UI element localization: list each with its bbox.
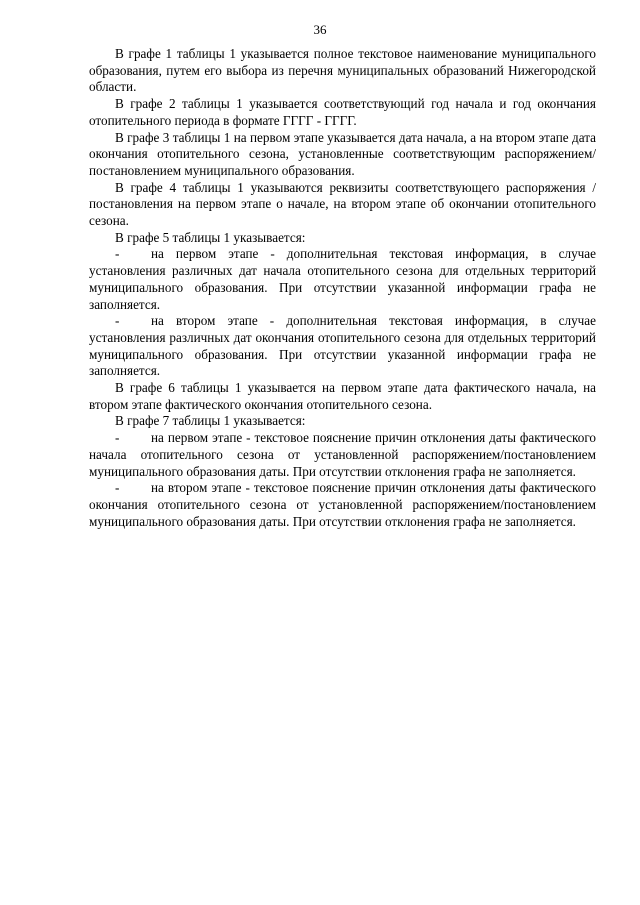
paragraph-column-3: В графе 3 таблицы 1 на первом этапе указывается дата начала, а на втором этапе дата окончания отопительного сезона, установленные соответствующим распоряжением/постановлением муниципального образования. (89, 129, 596, 178)
list-dash: - (115, 313, 120, 329)
list-item-text: на первом этапе - текстовое пояснение причин отклонения даты фактического начала отопительного сезона от установленной распоряжением/постановлением муниципального образования даты. При отсутствии отклонения графа не заполняется. (89, 430, 596, 479)
list-dash: - (115, 246, 120, 262)
paragraph-column-4: В графе 4 таблицы 1 указываются реквизиты соответствующего распоряжения / постановления на первом этапе о начале, на втором этапе об окончании отопительного сезона. (89, 179, 596, 229)
list-item-column-7-stage-2 (89, 480, 596, 530)
list-item-text: на первом этапе - дополнительная текстовая информация, в случае установления различных дат начала отопительного сезона для отдельных территорий муниципального образования. При отсутствии указанной информации графа не заполняется. (89, 246, 596, 312)
paragraph-column-1: В графе 1 таблицы 1 указывается полное текстовое наименование муниципального образования, путем его выбора из перечня муниципальных образований Нижегородской области. (89, 46, 596, 95)
page-number: 36 (313, 22, 327, 37)
list-dash: - (115, 480, 120, 496)
list-item-column-7-stage-1 (89, 430, 596, 480)
list-item-column-5-stage-2 (89, 313, 596, 380)
paragraph-column-5-intro: В графе 5 таблицы 1 указывается: (115, 229, 306, 245)
list-item-text: на втором этапе - текстовое пояснение причин отклонения даты фактического окончания отопительного сезона от установленной распоряжением/постановлением муниципального образования даты. При отсутствии отклонения графа не заполняется. (89, 480, 596, 529)
list-item-text: на втором этапе - дополнительная текстовая информация, в случае установления различных дат окончания отопительного сезона для отдельных территорий муниципального образования. При отсутствии указанной информации графа не заполняется. (89, 313, 596, 379)
paragraph-column-7-intro: В графе 7 таблицы 1 указывается: (115, 413, 306, 429)
list-dash: - (115, 430, 120, 446)
paragraph-column-2: В графе 2 таблицы 1 указывается соответствующий год начала и год окончания отопительного периода в формате ГГГГ - ГГГГ. (89, 96, 596, 128)
document-body (89, 46, 596, 530)
list-item-column-5-stage-1 (89, 246, 596, 313)
paragraph-column-6: В графе 6 таблицы 1 указывается на первом этапе дата фактического начала, на втором этапе фактического окончания отопительного сезона. (89, 380, 596, 412)
